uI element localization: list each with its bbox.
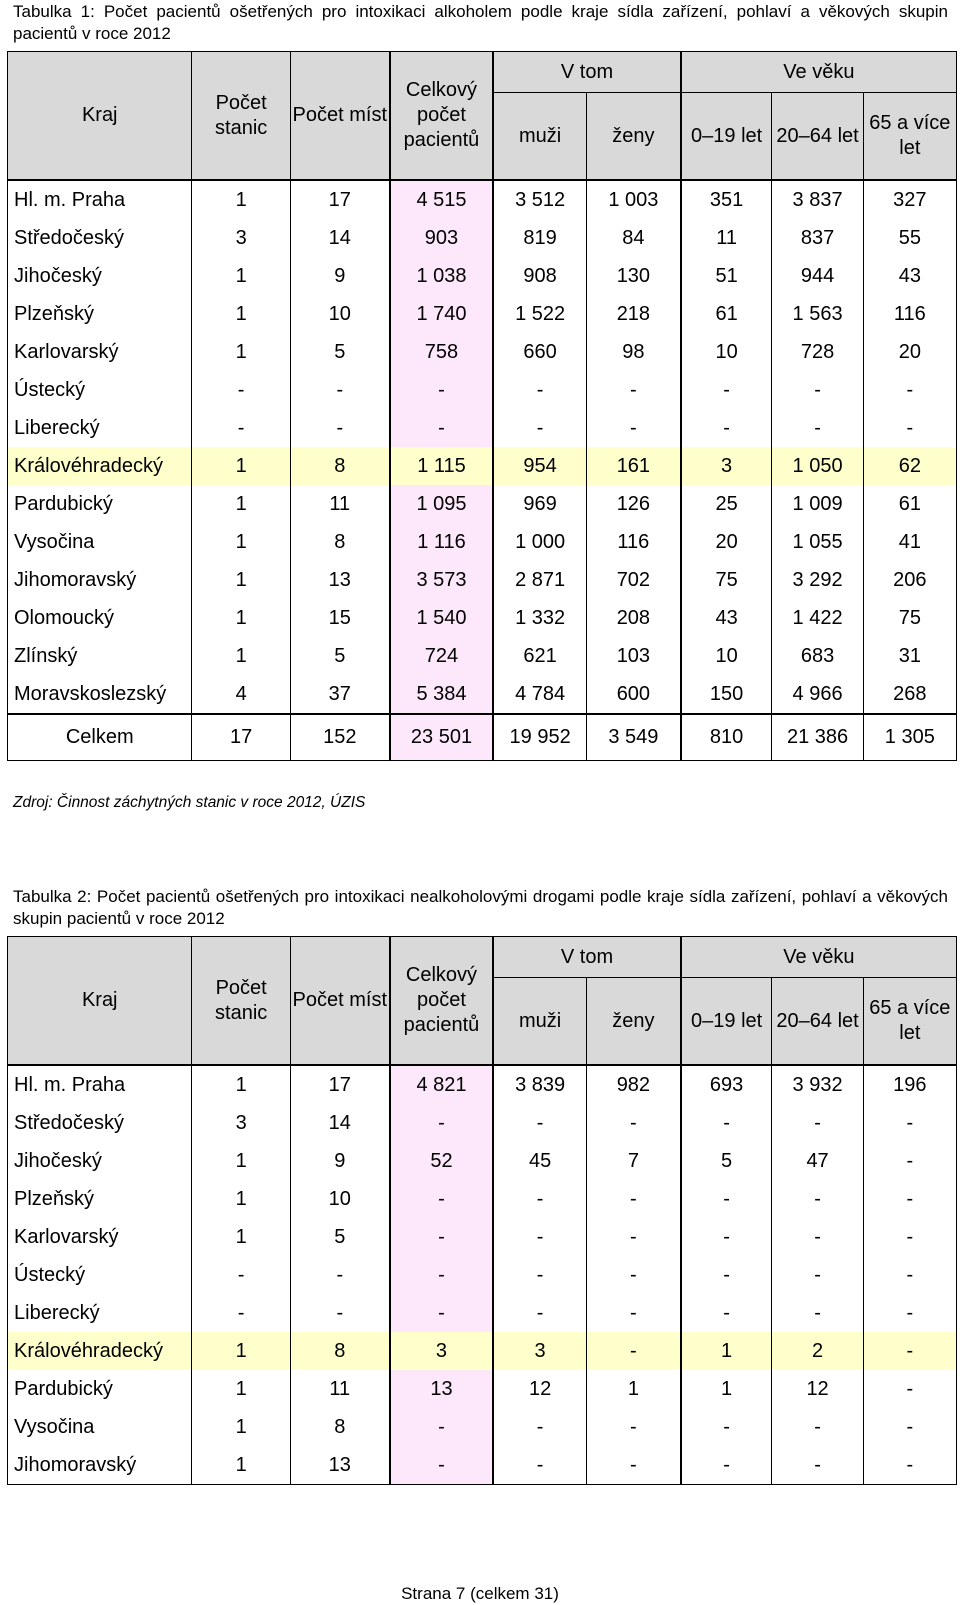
total-cell: 810 <box>681 714 772 761</box>
value-cell: 17 <box>290 180 389 219</box>
value-cell: 1 038 <box>390 257 494 295</box>
value-cell: - <box>772 1256 863 1294</box>
value-cell: 702 <box>586 561 680 599</box>
value-cell: 14 <box>290 1104 389 1142</box>
value-cell: 116 <box>863 295 956 333</box>
table2 <box>7 936 957 1485</box>
value-cell: 1 <box>192 485 290 523</box>
table-row <box>8 675 957 714</box>
value-cell: - <box>290 371 389 409</box>
value-cell: 1 050 <box>772 447 863 485</box>
value-cell: 1 <box>192 1065 290 1104</box>
header-v-tom: V tom <box>493 52 681 93</box>
region-name-cell: Jihočeský <box>8 257 192 295</box>
value-cell: 1 <box>192 1370 290 1408</box>
value-cell: - <box>493 371 586 409</box>
region-name-cell: Plzeňský <box>8 1180 192 1218</box>
total-cell: 1 305 <box>863 714 956 761</box>
value-cell: 3 839 <box>493 1065 586 1104</box>
value-cell: - <box>390 1294 494 1332</box>
region-name-cell: Středočeský <box>8 219 192 257</box>
region-name-cell: Královéhradecký <box>8 447 192 485</box>
value-cell: 683 <box>772 637 863 675</box>
value-cell: - <box>586 371 680 409</box>
value-cell: 1 522 <box>493 295 586 333</box>
region-name-cell: Hl. m. Praha <box>8 180 192 219</box>
value-cell: 724 <box>390 637 494 675</box>
value-cell: - <box>863 1446 956 1485</box>
value-cell: 116 <box>586 523 680 561</box>
value-cell: 37 <box>290 675 389 714</box>
value-cell: 196 <box>863 1065 956 1104</box>
region-name-cell: Olomoucký <box>8 599 192 637</box>
table1-total-row <box>8 714 957 761</box>
table-row <box>8 447 957 485</box>
region-name-cell: Liberecký <box>8 409 192 447</box>
value-cell: 728 <box>772 333 863 371</box>
value-cell: 7 <box>586 1142 680 1180</box>
table-row <box>8 1218 957 1256</box>
value-cell: - <box>493 1104 586 1142</box>
table-row <box>8 1370 957 1408</box>
value-cell: - <box>390 1218 494 1256</box>
value-cell: 45 <box>493 1142 586 1180</box>
value-cell: 351 <box>681 180 772 219</box>
value-cell: - <box>493 409 586 447</box>
value-cell: 10 <box>290 295 389 333</box>
table-row <box>8 1104 957 1142</box>
value-cell: 758 <box>390 333 494 371</box>
value-cell: 1 003 <box>586 180 680 219</box>
value-cell: 1 <box>192 599 290 637</box>
value-cell: 61 <box>863 485 956 523</box>
value-cell: 55 <box>863 219 956 257</box>
value-cell: 1 <box>192 1142 290 1180</box>
header-age-20-64: 20–64 let <box>772 978 863 1066</box>
value-cell: 1 055 <box>772 523 863 561</box>
value-cell: 903 <box>390 219 494 257</box>
value-cell: - <box>681 1218 772 1256</box>
value-cell: 3 837 <box>772 180 863 219</box>
value-cell: 1 <box>192 1446 290 1485</box>
value-cell: 5 <box>290 333 389 371</box>
value-cell: 660 <box>493 333 586 371</box>
value-cell: 1 332 <box>493 599 586 637</box>
table-row <box>8 1065 957 1104</box>
value-cell: 1 563 <box>772 295 863 333</box>
value-cell: - <box>192 409 290 447</box>
table1-source: Zdroj: Činnost záchytných stanic v roce 2012, ÚZIS <box>13 794 366 811</box>
value-cell: 3 <box>390 1332 494 1370</box>
value-cell: 1 000 <box>493 523 586 561</box>
table-row <box>8 219 957 257</box>
value-cell: 819 <box>493 219 586 257</box>
value-cell: 41 <box>863 523 956 561</box>
value-cell: 84 <box>586 219 680 257</box>
value-cell: 150 <box>681 675 772 714</box>
value-cell: 3 932 <box>772 1065 863 1104</box>
value-cell: 31 <box>863 637 956 675</box>
value-cell: 17 <box>290 1065 389 1104</box>
value-cell: - <box>493 1180 586 1218</box>
value-cell: 12 <box>493 1370 586 1408</box>
value-cell: - <box>586 1294 680 1332</box>
value-cell: - <box>772 1180 863 1218</box>
value-cell: 43 <box>863 257 956 295</box>
total-cell: 17 <box>192 714 290 761</box>
value-cell: 3 <box>493 1332 586 1370</box>
value-cell: - <box>681 409 772 447</box>
value-cell: 3 512 <box>493 180 586 219</box>
region-name-cell: Liberecký <box>8 1294 192 1332</box>
value-cell: 75 <box>863 599 956 637</box>
value-cell: 1 <box>192 523 290 561</box>
value-cell: 268 <box>863 675 956 714</box>
value-cell: - <box>863 371 956 409</box>
region-name-cell: Královéhradecký <box>8 1332 192 1370</box>
value-cell: 1 <box>192 447 290 485</box>
value-cell: 1 <box>192 1180 290 1218</box>
header-ve-veku: Ve věku <box>681 52 957 93</box>
value-cell: 9 <box>290 257 389 295</box>
value-cell: - <box>192 371 290 409</box>
value-cell: - <box>192 1256 290 1294</box>
value-cell: - <box>493 1408 586 1446</box>
value-cell: 20 <box>863 333 956 371</box>
value-cell: 1 <box>192 1408 290 1446</box>
header-muzi: muži <box>493 978 586 1066</box>
value-cell: - <box>863 1142 956 1180</box>
value-cell: 1 <box>192 561 290 599</box>
value-cell: 1 115 <box>390 447 494 485</box>
value-cell: 126 <box>586 485 680 523</box>
value-cell: - <box>586 1180 680 1218</box>
header-age-20-64: 20–64 let <box>772 93 863 181</box>
table-row <box>8 1142 957 1180</box>
table-row <box>8 599 957 637</box>
region-name-cell: Plzeňský <box>8 295 192 333</box>
table-row <box>8 523 957 561</box>
header-age-0-19: 0–19 let <box>681 978 772 1066</box>
value-cell: 1 116 <box>390 523 494 561</box>
header-kraj: Kraj <box>8 937 192 1066</box>
value-cell: 1 <box>192 257 290 295</box>
value-cell: - <box>493 1256 586 1294</box>
value-cell: 3 <box>192 1104 290 1142</box>
region-name-cell: Ústecký <box>8 1256 192 1294</box>
region-name-cell: Karlovarský <box>8 1218 192 1256</box>
value-cell: 62 <box>863 447 956 485</box>
table-row <box>8 1446 957 1485</box>
value-cell: - <box>192 1294 290 1332</box>
header-pocet-stanic: Počet stanic <box>192 52 290 181</box>
value-cell: 4 <box>192 675 290 714</box>
value-cell: - <box>681 1446 772 1485</box>
value-cell: 2 <box>772 1332 863 1370</box>
value-cell: 8 <box>290 1408 389 1446</box>
value-cell: - <box>681 1408 772 1446</box>
value-cell: 1 <box>192 1332 290 1370</box>
table2-caption: Tabulka 2: Počet pacientů ošetřených pro intoxikaci nealkoholovými drogami podle kraje sídla zařízení, pohlaví a věkových skupin pacientů v roce 2012 <box>13 887 948 928</box>
table-row <box>8 333 957 371</box>
value-cell: - <box>863 1180 956 1218</box>
value-cell: - <box>493 1294 586 1332</box>
value-cell: - <box>863 1256 956 1294</box>
value-cell: - <box>586 409 680 447</box>
value-cell: - <box>681 1294 772 1332</box>
value-cell: 3 <box>681 447 772 485</box>
header-muzi: muži <box>493 93 586 181</box>
region-name-cell: Vysočina <box>8 1408 192 1446</box>
value-cell: 969 <box>493 485 586 523</box>
value-cell: 47 <box>772 1142 863 1180</box>
value-cell: - <box>863 1218 956 1256</box>
value-cell: 3 <box>192 219 290 257</box>
value-cell: - <box>863 1104 956 1142</box>
value-cell: 3 292 <box>772 561 863 599</box>
value-cell: - <box>586 1104 680 1142</box>
region-name-cell: Vysočina <box>8 523 192 561</box>
total-cell: 3 549 <box>586 714 680 761</box>
value-cell: - <box>390 371 494 409</box>
region-name-cell: Pardubický <box>8 485 192 523</box>
value-cell: 218 <box>586 295 680 333</box>
value-cell: 5 <box>290 1218 389 1256</box>
header-zeny: ženy <box>586 93 680 181</box>
value-cell: 10 <box>681 637 772 675</box>
value-cell: - <box>290 1256 389 1294</box>
header-kraj: Kraj <box>8 52 192 181</box>
value-cell: 51 <box>681 257 772 295</box>
value-cell: - <box>390 1256 494 1294</box>
value-cell: - <box>493 1218 586 1256</box>
value-cell: 837 <box>772 219 863 257</box>
value-cell: - <box>681 1104 772 1142</box>
value-cell: 20 <box>681 523 772 561</box>
region-name-cell: Moravskoslezský <box>8 675 192 714</box>
region-name-cell: Ústecký <box>8 371 192 409</box>
region-name-cell: Pardubický <box>8 1370 192 1408</box>
table-row <box>8 1332 957 1370</box>
value-cell: 103 <box>586 637 680 675</box>
value-cell: - <box>586 1218 680 1256</box>
page-footer: Strana 7 (celkem 31) <box>401 1584 559 1603</box>
value-cell: 12 <box>772 1370 863 1408</box>
table-row <box>8 180 957 219</box>
value-cell: - <box>772 1446 863 1485</box>
region-name-cell: Středočeský <box>8 1104 192 1142</box>
value-cell: 10 <box>290 1180 389 1218</box>
value-cell: - <box>390 1446 494 1485</box>
value-cell: 9 <box>290 1142 389 1180</box>
value-cell: - <box>586 1446 680 1485</box>
table-row <box>8 1408 957 1446</box>
region-name-cell: Karlovarský <box>8 333 192 371</box>
value-cell: - <box>586 1332 680 1370</box>
value-cell: 5 <box>290 637 389 675</box>
value-cell: 10 <box>681 333 772 371</box>
value-cell: - <box>390 409 494 447</box>
value-cell: - <box>390 1104 494 1142</box>
value-cell: 908 <box>493 257 586 295</box>
total-label: Celkem <box>8 714 192 761</box>
value-cell: 1 <box>192 637 290 675</box>
table-row <box>8 257 957 295</box>
value-cell: - <box>772 1218 863 1256</box>
value-cell: - <box>586 1256 680 1294</box>
value-cell: 13 <box>290 561 389 599</box>
value-cell: 8 <box>290 447 389 485</box>
value-cell: - <box>772 1294 863 1332</box>
value-cell: - <box>772 371 863 409</box>
value-cell: 130 <box>586 257 680 295</box>
value-cell: 14 <box>290 219 389 257</box>
table-row <box>8 409 957 447</box>
value-cell: - <box>863 1370 956 1408</box>
value-cell: 4 821 <box>390 1065 494 1104</box>
value-cell: 13 <box>390 1370 494 1408</box>
header-zeny: ženy <box>586 978 680 1066</box>
header-ve-veku: Ve věku <box>681 937 957 978</box>
header-celkovy-pocet: Celkový počet pacientů <box>390 52 494 181</box>
total-cell: 21 386 <box>772 714 863 761</box>
value-cell: 25 <box>681 485 772 523</box>
header-age-65: 65 a více let <box>863 93 956 181</box>
value-cell: 15 <box>290 599 389 637</box>
value-cell: - <box>290 409 389 447</box>
value-cell: - <box>772 409 863 447</box>
value-cell: 75 <box>681 561 772 599</box>
table-row <box>8 1294 957 1332</box>
table-row <box>8 561 957 599</box>
region-name-cell: Jihomoravský <box>8 1446 192 1485</box>
value-cell: 5 384 <box>390 675 494 714</box>
value-cell: 11 <box>681 219 772 257</box>
value-cell: 1 540 <box>390 599 494 637</box>
value-cell: 13 <box>290 1446 389 1485</box>
value-cell: - <box>863 1408 956 1446</box>
region-name-cell: Jihočeský <box>8 1142 192 1180</box>
value-cell: 1 422 <box>772 599 863 637</box>
value-cell: 982 <box>586 1065 680 1104</box>
value-cell: 11 <box>290 1370 389 1408</box>
value-cell: 5 <box>681 1142 772 1180</box>
value-cell: - <box>390 1180 494 1218</box>
table-row <box>8 485 957 523</box>
value-cell: 1 <box>681 1370 772 1408</box>
table-row <box>8 1256 957 1294</box>
value-cell: - <box>681 371 772 409</box>
header-pocet-stanic: Počet stanic <box>192 937 290 1066</box>
value-cell: 1 <box>192 180 290 219</box>
value-cell: 52 <box>390 1142 494 1180</box>
value-cell: 327 <box>863 180 956 219</box>
value-cell: 161 <box>586 447 680 485</box>
value-cell: 1 <box>586 1370 680 1408</box>
value-cell: 954 <box>493 447 586 485</box>
value-cell: 8 <box>290 523 389 561</box>
value-cell: 1 095 <box>390 485 494 523</box>
value-cell: 43 <box>681 599 772 637</box>
header-celkovy-pocet: Celkový počet pacientů <box>390 937 494 1066</box>
value-cell: 693 <box>681 1065 772 1104</box>
region-name-cell: Zlínský <box>8 637 192 675</box>
value-cell: 1 <box>192 333 290 371</box>
header-age-65: 65 a více let <box>863 978 956 1066</box>
total-cell: 23 501 <box>390 714 494 761</box>
value-cell: 8 <box>290 1332 389 1370</box>
value-cell: 1 740 <box>390 295 494 333</box>
value-cell: - <box>863 409 956 447</box>
value-cell: 206 <box>863 561 956 599</box>
value-cell: - <box>772 1104 863 1142</box>
table1-caption: Tabulka 1: Počet pacientů ošetřených pro intoxikaci alkoholem podle kraje sídla zařízení, pohlaví a věkových skupin pacientů v roce 2012 <box>13 2 948 43</box>
value-cell: - <box>290 1294 389 1332</box>
value-cell: 1 009 <box>772 485 863 523</box>
value-cell: 1 <box>192 295 290 333</box>
value-cell: 1 <box>192 1218 290 1256</box>
value-cell: 4 515 <box>390 180 494 219</box>
value-cell: - <box>586 1408 680 1446</box>
table-row <box>8 295 957 333</box>
value-cell: 600 <box>586 675 680 714</box>
header-pocet-mist: Počet míst <box>290 52 389 181</box>
table1 <box>7 51 957 761</box>
total-cell: 152 <box>290 714 389 761</box>
value-cell: 208 <box>586 599 680 637</box>
value-cell: 98 <box>586 333 680 371</box>
header-v-tom: V tom <box>493 937 681 978</box>
value-cell: - <box>681 1180 772 1218</box>
table-row <box>8 637 957 675</box>
region-name-cell: Jihomoravský <box>8 561 192 599</box>
value-cell: - <box>390 1408 494 1446</box>
value-cell: 3 573 <box>390 561 494 599</box>
region-name-cell: Hl. m. Praha <box>8 1065 192 1104</box>
total-cell: 19 952 <box>493 714 586 761</box>
table-row <box>8 1180 957 1218</box>
value-cell: 2 871 <box>493 561 586 599</box>
header-age-0-19: 0–19 let <box>681 93 772 181</box>
value-cell: 11 <box>290 485 389 523</box>
value-cell: - <box>493 1446 586 1485</box>
value-cell: - <box>681 1256 772 1294</box>
header-pocet-mist: Počet míst <box>290 937 389 1066</box>
value-cell: 944 <box>772 257 863 295</box>
value-cell: 61 <box>681 295 772 333</box>
table-row <box>8 371 957 409</box>
value-cell: 4 966 <box>772 675 863 714</box>
value-cell: 1 <box>681 1332 772 1370</box>
value-cell: - <box>863 1332 956 1370</box>
value-cell: 621 <box>493 637 586 675</box>
value-cell: 4 784 <box>493 675 586 714</box>
value-cell: - <box>863 1294 956 1332</box>
value-cell: - <box>772 1408 863 1446</box>
